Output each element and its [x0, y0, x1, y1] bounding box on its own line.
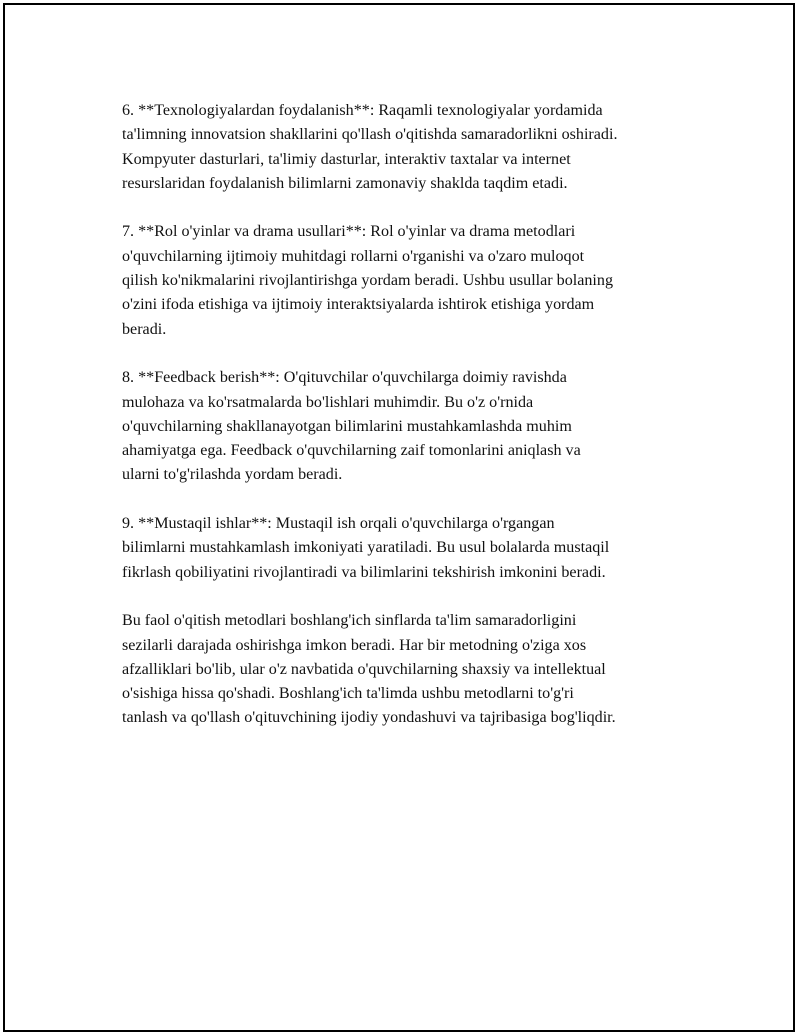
text-line: 6. **Texnologiyalardan foydalanish**: Raqamli texnologiyalar yordamida [122, 102, 603, 119]
text-line: 8. **Feedback berish**: O'qituvchilar o'quvchilarga doimiy ravishda [122, 369, 567, 387]
text-line: beradi. [122, 320, 167, 338]
paragraph-independent-work [122, 512, 702, 585]
text-line: ularni to'g'rilashda yordam beradi. [122, 466, 343, 484]
text-line: 9. **Mustaqil ishlar**: Mustaqil ish orqali o'quvchilarga o'rgangan [122, 515, 555, 533]
text-line: 7. **Rol o'yinlar va drama usullari**: Rol o'yinlar va drama metodlari [122, 223, 576, 241]
document-body [122, 99, 702, 755]
paragraph-feedback [122, 366, 702, 487]
page [3, 3, 795, 1032]
text-line: Bu faol o'qitish metodlari boshlang'ich sinflarda ta'lim samaradorligini [122, 612, 577, 630]
text-line: o'quvchilarning ijtimoiy muhitdagi rollarni o'rganishi va o'zaro muloqot [122, 247, 585, 265]
text-line: resurslaridan foydalanish bilimlarni zamonaviy shaklda taqdim etadi. [122, 174, 568, 192]
text-line: sezilarli darajada oshirishga imkon beradi. Har bir metodning o'ziga xos [122, 636, 587, 654]
text-line: fikrlash qobiliyatini rivojlantiradi va bilimlarini tekshirish imkonini beradi. [122, 563, 606, 581]
text-line: o'quvchilarning shakllanayotgan bilimlarini mustahkamlashda muhim [122, 417, 572, 435]
text-line: afzalliklari bo'lib, ular o'z navbatida o'quvchilarning shaxsiy va intellektual [122, 660, 606, 678]
text-line: qilish ko'nikmalarini rivojlantirishga yordam beradi. Ushbu usullar bolaning [122, 272, 613, 290]
text-line: ta'limning innovatsion shakllarini qo'llash o'qitishda samaradorlikni oshiradi. [122, 126, 618, 144]
text-line: bilimlarni mustahkamlash imkoniyati yaratiladi. Bu usul bolalarda mustaqil [122, 539, 610, 557]
text-line: o'sishiga hissa qo'shadi. Boshlang'ich ta'limda ushbu metodlarni to'g'ri [122, 685, 574, 703]
paragraph-technology [122, 99, 702, 196]
paragraph-conclusion [122, 609, 702, 730]
text-line: mulohaza va ko'rsatmalarda bo'lishlari muhimdir. Bu o'z o'rnida [122, 393, 534, 411]
text-line: o'zini ifoda etishiga va ijtimoiy interaktsiyalarda ishtirok etishiga yordam [122, 296, 595, 314]
text-line: tanlash va qo'llash o'qituvchining ijodiy yondashuvi va tajribasiga bog'liqdir. [122, 709, 616, 727]
text-line: ahamiyatga ega. Feedback o'quvchilarning zaif tomonlarini aniqlash va [122, 442, 581, 460]
text-line: Kompyuter dasturlari, ta'limiy dasturlar, interaktiv taxtalar va internet [122, 150, 571, 168]
paragraph-role-play [122, 220, 702, 341]
